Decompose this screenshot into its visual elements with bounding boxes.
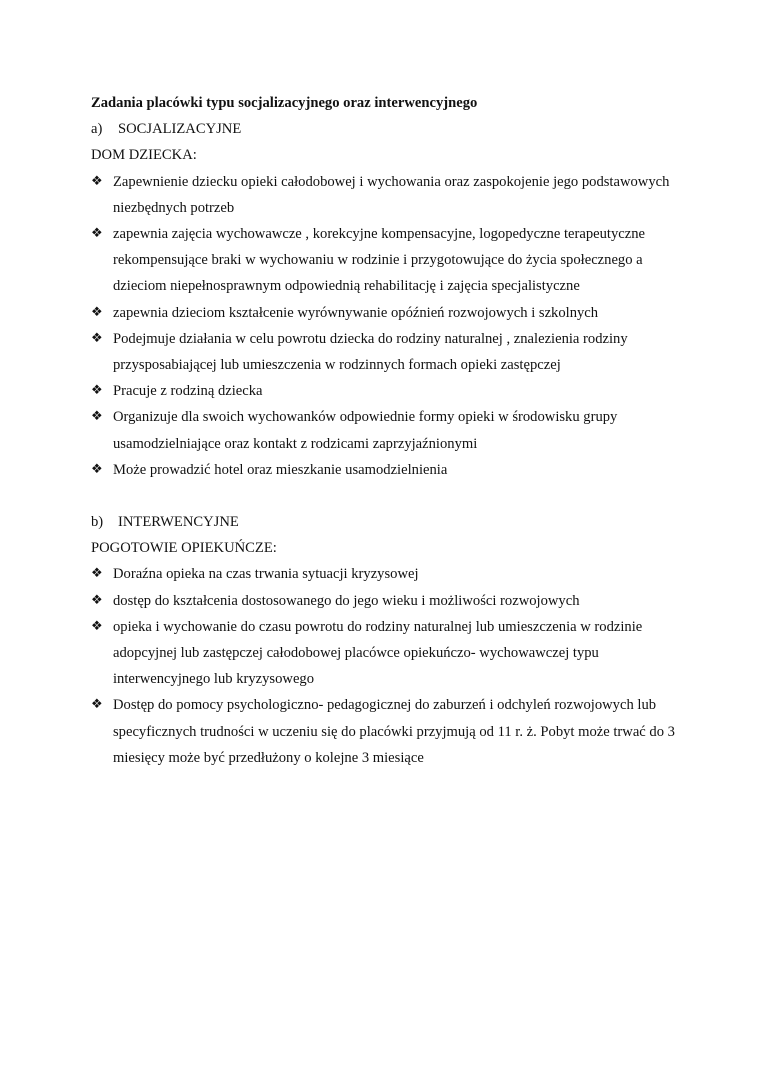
section-b-list: [91, 561, 691, 771]
diamond-bullet-icon: ❖: [91, 226, 103, 242]
list-item: ❖ zapewnia dzieciom kształcenie wyrównywanie opóźnień rozwojowych i szkolnych: [91, 300, 691, 326]
diamond-bullet-icon: ❖: [91, 409, 103, 425]
list-item: ❖ opieka i wychowanie do czasu powrotu do rodziny naturalnej lub umieszczenia w rodzinie adopcyjnej lub zastępczej całodobowej placówce opiekuńczo- wychowawczej typu interwencyjnego lub kryzysowego: [91, 614, 691, 693]
list-item: ❖ Organizuje dla swoich wychowanków odpowiednie formy opieki w środowisku grupy usamodzielniające oraz kontakt z rodzicami zaprzyjaźnionymi: [91, 404, 691, 456]
document-body: [91, 90, 691, 771]
section-title: INTERWENCYJNE: [118, 514, 239, 531]
document-title: Zadania placówki typu socjalizacyjnego oraz interwencyjnego: [91, 95, 478, 111]
diamond-bullet-icon: ❖: [91, 330, 103, 346]
section-a-subheading: DOM DZIECKA:: [91, 147, 197, 164]
section-letter: b): [91, 514, 104, 531]
section-title: SOCJALIZACYJNE: [118, 121, 242, 138]
diamond-bullet-icon: ❖: [91, 697, 103, 713]
list-item: ❖ Może prowadzić hotel oraz mieszkanie usamodzielnienia: [91, 457, 691, 483]
list-item: ❖ Pracuje z rodziną dziecka: [91, 378, 691, 404]
list-item: ❖ Podejmuje działania w celu powrotu dziecka do rodziny naturalnej , znalezienia rodziny przysposabiającej lub umieszczenia w rodzinnych formach opieki zastępczej: [91, 326, 691, 378]
section-b-subheading: POGOTOWIE OPIEKUŃCZE:: [91, 540, 277, 557]
diamond-bullet-icon: ❖: [91, 618, 103, 634]
diamond-bullet-icon: ❖: [91, 461, 103, 477]
diamond-bullet-icon: ❖: [91, 173, 103, 189]
section-letter: a): [91, 121, 103, 138]
section-b-heading: [91, 509, 691, 535]
section-spacer: [91, 483, 691, 509]
list-item: ❖ zapewnia zajęcia wychowawcze , korekcyjne kompensacyjne, logopedyczne terapeutyczne rekompensujące braki w wychowaniu w rodzinie i przygotowujące do życia społecznego a dzieciom niepełnosprawnym odpowiednią rehabilitację i zajęcia specjalistyczne: [91, 221, 691, 300]
diamond-bullet-icon: ❖: [91, 304, 103, 320]
list-item: ❖ Doraźna opieka na czas trwania sytuacji kryzysowej: [91, 561, 691, 587]
diamond-bullet-icon: ❖: [91, 592, 103, 608]
list-item: ❖ Zapewnienie dziecku opieki całodobowej i wychowania oraz zaspokojenie jego podstawowych niezbędnych potrzeb: [91, 169, 691, 221]
diamond-bullet-icon: ❖: [91, 566, 103, 582]
diamond-bullet-icon: ❖: [91, 383, 103, 399]
list-item: ❖ dostęp do kształcenia dostosowanego do jego wieku i możliwości rozwojowych: [91, 588, 691, 614]
list-item: ❖ Dostęp do pomocy psychologiczno- pedagogicznej do zaburzeń i odchyleń rozwojowych lub specyficznych trudności w uczeniu się do placówki przyjmują od 11 r. ż. Pobyt może trwać do 3 miesięcy może być przedłużony o kolejne 3 miesiące: [91, 692, 691, 771]
section-a-list: [91, 169, 691, 483]
section-a-heading: [91, 116, 691, 142]
